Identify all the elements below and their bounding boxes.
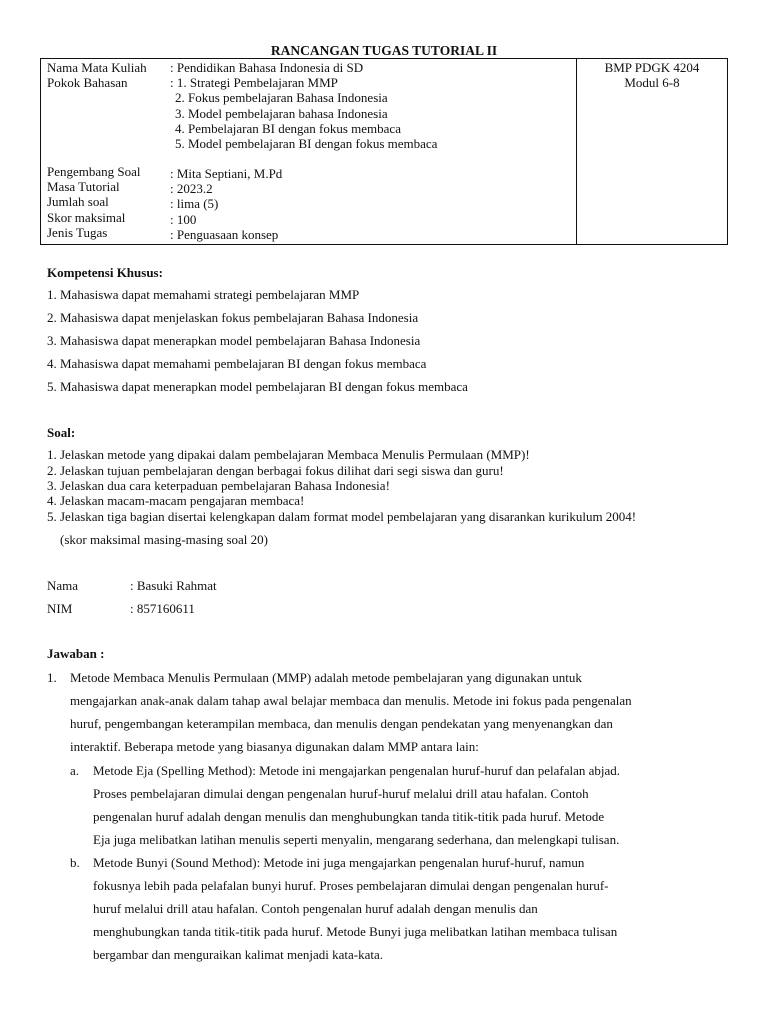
sub-a-line: Eja juga melibatkan latihan menulis seperti menyalin, mengarang sederhana, dan melengkapi tulisan. [93,832,620,847]
label-nama-mata-kuliah: Nama Mata Kuliah [47,60,147,75]
value-nama-mata-kuliah: : Pendidikan Bahasa Indonesia di SD [170,60,364,75]
value-pokok-bahasan-5: 5. Model pembelajaran BI dengan fokus membaca [175,136,438,152]
answer-line: mengajarkan anak-anak dalam tahap awal belajar membaca dan menulis. Metode ini fokus pada pengenalan [70,693,632,708]
sub-b-line: Metode Bunyi (Sound Method): Metode ini juga mengajarkan pengenalan huruf-huruf, namun [93,855,585,870]
kompetensi-item: 3. Mahasiswa dapat menerapkan model pembelajaran Bahasa Indonesia [47,333,421,348]
sub-b-text [93,851,617,966]
value-pengembang-soal: : Mita Septiani, M.Pd [170,166,283,181]
course-info-table [40,58,728,245]
sub-a-text [93,759,620,851]
value-pokok-bahasan-4: 4. Pembelajaran BI dengan fokus membaca [175,120,401,136]
jawaban-heading: Jawaban : [47,646,105,661]
kompetensi-item: 5. Mahasiswa dapat menerapkan model pembelajaran BI dengan fokus membaca [47,379,468,394]
soal-item: 3. Jelaskan dua cara keterpaduan pembelajaran Bahasa Indonesia! [47,478,390,493]
sub-b-line: bergambar dan menguraikan kalimat menjadi kata-kata. [93,947,383,962]
answer-line: Metode Membaca Menulis Permulaan (MMP) adalah metode pembelajaran yang digunakan untuk [70,670,582,685]
course-code: BMP PDGK 4204 [604,60,700,75]
kompetensi-item: 4. Mahasiswa dapat memahami pembelajaran BI dengan fokus membaca [47,356,427,371]
value-pokok-bahasan-2: 2. Fokus pembelajaran Bahasa Indonesia [175,90,388,106]
document-title: RANCANGAN TUGAS TUTORIAL II [270,43,498,58]
sub-b-line: menghubungkan tanda titik-titik pada huruf. Metode Bunyi juga melibatkan latihan membaca tulisan [93,924,618,939]
value-pokok-bahasan-3: 3. Model pembelajaran bahasa Indonesia [175,105,388,121]
soal-heading: Soal: [47,425,76,440]
sub-b-line: fokusnya lebih pada pelafalan bunyi huruf. Proses pembelajaran dimulai dengan pengenalan huruf- [93,878,609,893]
label-masa-tutorial: Masa Tutorial [47,179,120,195]
label-jumlah-soal: Jumlah soal [47,194,109,210]
kompetensi-heading: Kompetensi Khusus: [47,265,163,280]
answer-line: interaktif. Beberapa metode yang biasanya digunakan dalam MMP antara lain: [70,739,479,754]
label-skor-maksimal: Skor maksimal [47,209,126,225]
value-skor-maksimal: : 100 [170,211,197,227]
answer-line: huruf, pengembangan keterampilan membaca, dan menulis dengan pendekatan yang menyenangkan dan [70,716,613,731]
student-name-value: : Basuki Rahmat [130,578,217,593]
student-nim-value: : 857160611 [130,601,195,616]
sub-a-line: Metode Eja (Spelling Method): Metode ini mengajarkan pengenalan huruf-huruf dan pelafalan abjad. [93,763,621,778]
sub-a-marker: a. [70,763,80,778]
value-pokok-bahasan-1: : 1. Strategi Pembelajaran MMP [170,75,338,91]
sub-a-line: pengenalan huruf adalah dengan menulis dan menghubungkan tanda titik-titik pada huruf. Metode [93,809,605,824]
course-value-group [170,60,437,151]
soal-item: 4. Jelaskan macam-macam pengajaran membaca! [47,493,305,508]
kompetensi-item: 1. Mahasiswa dapat memahami strategi pembelajaran MMP [47,287,360,302]
answer-intro [70,666,710,758]
soal-item: 1. Jelaskan metode yang dipakai dalam pembelajaran Membaca Menulis Permulaan (MMP)! [47,447,530,462]
kompetensi-item: 2. Mahasiswa dapat menjelaskan fokus pembelajaran Bahasa Indonesia [47,310,419,325]
soal-item: 2. Jelaskan tujuan pembelajaran dengan berbagai fokus dilihat dari segi siswa dan guru! [47,463,504,478]
student-nim-label: NIM [47,601,73,616]
sub-b-marker: b. [70,855,80,870]
course-label-group [47,60,147,90]
answer-number: 1. [47,670,57,685]
course-module: Modul 6-8 [624,75,680,91]
value-jenis-tugas: : Penguasaan konsep [170,226,279,242]
sub-b-line: huruf melalui drill atau hafalan. Contoh pengenalan huruf adalah dengan menulis dan [93,901,538,916]
soal-score-note: (skor maksimal masing-masing soal 20) [60,532,268,547]
sub-a-line: Proses pembelajaran dimulai dengan pengenalan huruf-huruf melalui drill atau hafalan. Contoh [93,786,589,801]
meta-value-group [170,166,282,242]
value-masa-tutorial: : 2023.2 [170,181,213,197]
meta-label-group [47,164,141,240]
course-code-cell [577,60,727,90]
label-pengembang-soal: Pengembang Soal [47,164,141,179]
student-name-label: Nama [47,578,79,593]
value-jumlah-soal: : lima (5) [170,196,219,212]
label-jenis-tugas: Jenis Tugas [47,224,108,240]
soal-item: 5. Jelaskan tiga bagian disertai kelengkapan dalam format model pembelajaran yang disarankan kurikulum 2004! [47,509,637,524]
label-pokok-bahasan: Pokok Bahasan [47,75,128,91]
